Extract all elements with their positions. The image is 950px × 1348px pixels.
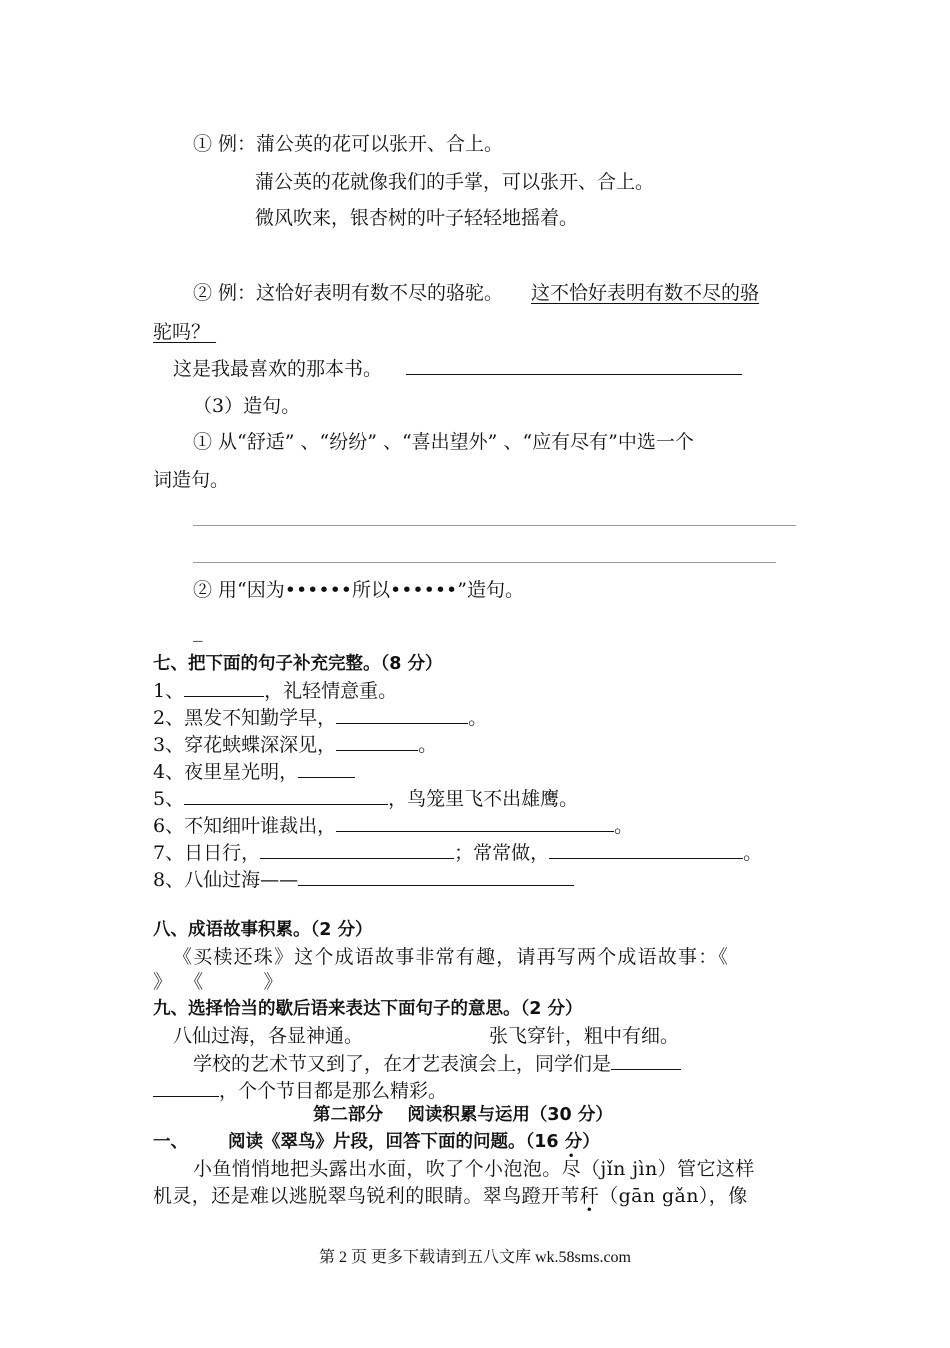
make-sentence-1: ① 从“舒适” 、“纷纷” 、“喜出望外” 、“应有尽有”中选一个 <box>193 431 694 453</box>
example-1-label: ① 例：蒲公英的花可以张开、合上。 <box>193 133 504 155</box>
answer-blank[interactable] <box>336 813 614 832</box>
answer-blank[interactable] <box>336 732 418 751</box>
page-footer: 第 2 页 更多下载请到五八文库 wk.58sms.com <box>318 1249 631 1266</box>
item-end: 。 <box>468 707 488 729</box>
answer-blank[interactable] <box>184 786 388 805</box>
answer-blank[interactable] <box>298 759 355 778</box>
question-line-1 <box>193 1051 681 1076</box>
fill-item-2 <box>153 705 487 730</box>
item-text: 8、八仙过海—— <box>153 869 299 891</box>
example-2-question-text: 这是我最喜欢的那本书。 <box>173 358 383 380</box>
writing-line-2[interactable] <box>193 562 776 563</box>
passage-text: 小鱼悄悄地把头露出水面，吹了个小泡泡。 <box>193 1158 562 1180</box>
example-2-answer-b: 驼吗？ <box>153 321 211 343</box>
writing-line-1[interactable] <box>193 525 796 526</box>
answer-blank[interactable] <box>260 840 454 859</box>
make-sentence-1-cont: 词造句。 <box>153 469 230 491</box>
example-1-answer: 蒲公英的花就像我们的手掌，可以张开、合上。 <box>255 171 655 193</box>
item-text: 4、夜里星光明， <box>153 761 299 783</box>
example-2-answer: 这不恰好表明有数不尽的骆 <box>531 282 760 304</box>
question-text-b: ，个个节目都是那么精彩。 <box>219 1080 448 1102</box>
reading-1-title <box>153 1130 600 1154</box>
option-1: 八仙过海，各显神通。 <box>173 1025 364 1047</box>
fill-item-8 <box>153 867 574 892</box>
item-end: 。 <box>418 734 438 756</box>
question-line-2 <box>153 1078 447 1103</box>
example-2-answer-cont <box>153 320 216 344</box>
reading-title-text: 阅读《翠鸟》片段，回答下面的问题。（16 分） <box>228 1132 600 1152</box>
section-7-title: 七、把下面的句子补充完整。（8 分） <box>153 654 443 674</box>
item-end: 。 <box>743 842 763 864</box>
item-text-b: ；常常做， <box>454 842 550 864</box>
answer-blank[interactable] <box>184 678 264 697</box>
item-text: 3、穿花蛱蝶深深见， <box>153 734 337 756</box>
answer-blank[interactable] <box>549 840 743 859</box>
answer-blank[interactable] <box>611 1051 681 1070</box>
item-text: ，鸟笼里飞不出雄鹰。 <box>388 788 579 810</box>
section-9-title: 九、选择恰当的歇后语来表达下面句子的意思。（2 分） <box>153 999 583 1019</box>
passage-pinyin: （gān gǎn），像 <box>599 1185 748 1207</box>
example-2-label: ② 例：这恰好表明有数不尽的骆驼。 <box>193 282 504 304</box>
fill-item-6 <box>153 813 633 838</box>
option-2: 张飞穿针，粗中有细。 <box>489 1025 680 1047</box>
idiom-story-line-1: 《买椟还珠》这个成语故事非常有趣，请再写两个成语故事：《 <box>173 946 730 968</box>
reading-number: 一、 <box>153 1132 188 1152</box>
fill-item-1 <box>153 678 397 703</box>
passage-text: 机灵，还是难以逃脱翠鸟锐利的眼睛。翠鸟蹬开苇 <box>153 1185 580 1207</box>
item-text: 2、黑发不知勤学早， <box>153 707 337 729</box>
item-text: 6、不知细叶谁裁出， <box>153 815 337 837</box>
item-end: 。 <box>614 815 634 837</box>
question-text: 学校的艺术节又到了，在才艺表演会上，同学们是 <box>193 1053 612 1075</box>
fill-item-4 <box>153 759 355 784</box>
item-text: ，礼轻情意重。 <box>264 680 398 702</box>
dotted-character: 尽 <box>561 1158 582 1180</box>
example-2-line <box>193 281 759 305</box>
item-number: 1、 <box>153 680 185 702</box>
passage-line-1 <box>193 1157 755 1181</box>
item-number: 5、 <box>153 788 185 810</box>
section-8-title: 八、成语故事积累。（2 分） <box>153 920 373 940</box>
example-2-question <box>173 356 742 381</box>
dotted-character: 秆 <box>579 1185 600 1207</box>
make-sentence-2: ② 用“因为••••••所以••••••”造句。 <box>193 579 524 601</box>
make-sentence-title: （3）造句。 <box>193 395 301 417</box>
answer-blank[interactable] <box>153 1078 219 1097</box>
example-1-question: 微风吹来，银杏树的叶子轻轻地摇着。 <box>255 207 579 229</box>
fill-item-5 <box>153 786 578 811</box>
fill-item-7 <box>153 840 762 865</box>
idiom-story-line-2: 》 《 》 <box>153 971 283 993</box>
passage-line-2 <box>153 1184 748 1208</box>
answer-blank[interactable] <box>336 705 468 724</box>
dash-mark: _ <box>193 620 203 642</box>
fill-item-3 <box>153 732 437 757</box>
item-text: 7、日日行， <box>153 842 261 864</box>
answer-blank[interactable] <box>406 356 742 375</box>
answer-blank[interactable] <box>298 867 574 886</box>
part-2-title: 第二部分 阅读积累与运用（30 分） <box>313 1105 613 1125</box>
passage-pinyin: （jǐn jìn）管它这样 <box>581 1158 755 1180</box>
